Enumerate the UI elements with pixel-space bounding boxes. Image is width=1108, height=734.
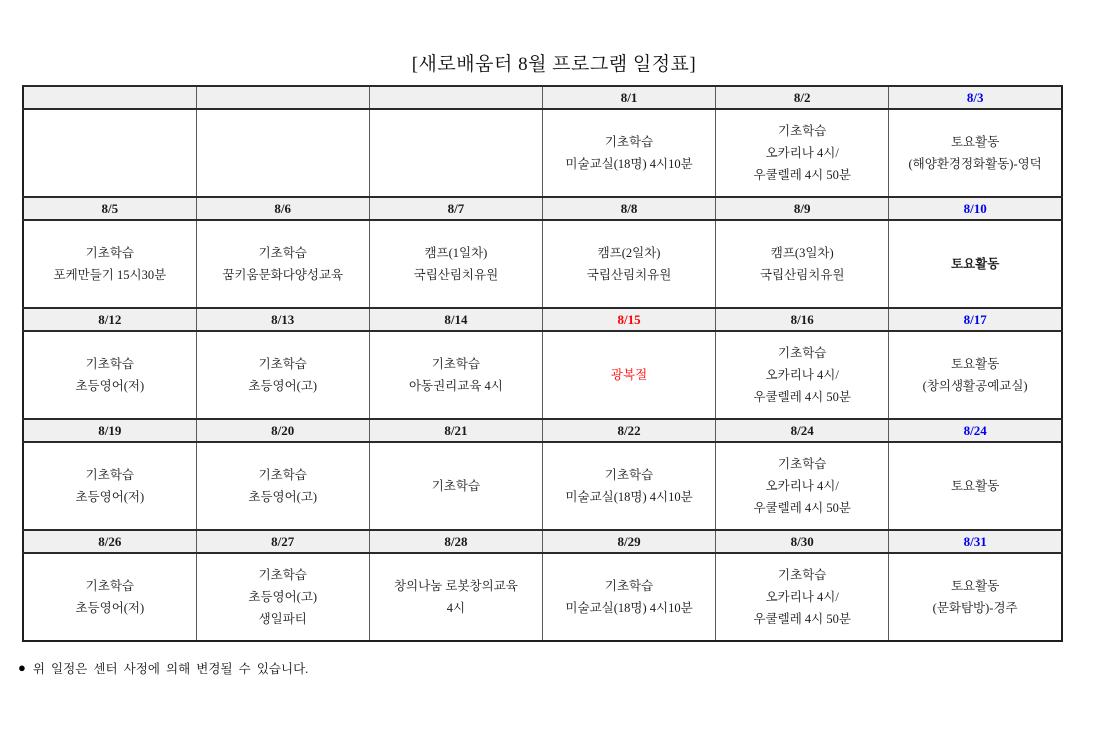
schedule-cell — [369, 442, 542, 530]
date-cell-saturday: 8/31 — [889, 530, 1062, 553]
schedule-line: 기초학습 — [258, 568, 307, 582]
schedule-line: 기초학습 — [604, 468, 654, 482]
schedule-line: 우쿨렐레 4시 50분 — [753, 168, 851, 182]
schedule-line: 미술교실(18명) 4시10분 — [565, 601, 693, 615]
bullet-icon: ● — [18, 660, 26, 675]
schedule-line: 캠프(3일차) — [770, 246, 834, 260]
schedule-cell — [716, 442, 889, 530]
date-cell: 8/1 — [542, 86, 715, 109]
schedule-line: 꿈키움문화다양성교육 — [222, 268, 344, 282]
date-cell: 8/16 — [716, 308, 889, 331]
date-cell: 8/26 — [23, 530, 196, 553]
schedule-cell — [196, 442, 369, 530]
schedule-cell — [196, 331, 369, 419]
footer-note-text: 위 일정은 센터 사정에 의해 변경될 수 있습니다. — [32, 662, 309, 676]
page-title: [새로배움터 8월 프로그램 일정표] — [411, 54, 697, 75]
schedule-line: 기초학습 — [778, 124, 827, 138]
schedule-line: 토요활동 — [950, 135, 1000, 149]
schedule-cell — [542, 109, 715, 197]
schedule-line: 기초학습 — [258, 357, 307, 371]
schedule-line: 초등영어(고) — [248, 490, 318, 504]
schedule-cell — [542, 442, 715, 530]
date-cell-saturday: 8/3 — [889, 86, 1062, 109]
date-cell: 8/6 — [196, 197, 369, 220]
date-cell: 8/29 — [542, 530, 715, 553]
schedule-cell — [542, 553, 715, 641]
schedule-line: 창의나눔 로봇창의교육 — [393, 579, 518, 593]
schedule-cell — [716, 331, 889, 419]
schedule-cell — [23, 553, 196, 641]
schedule-cell — [196, 220, 369, 308]
august-schedule-table — [22, 85, 1063, 642]
date-cell: 8/2 — [716, 86, 889, 109]
schedule-cell — [23, 220, 196, 308]
schedule-line: 광복절 — [610, 368, 648, 382]
date-cell-saturday: 8/24 — [889, 419, 1062, 442]
schedule-line: 초등영어(저) — [75, 601, 145, 615]
date-cell: 8/28 — [369, 530, 542, 553]
schedule-line: 우쿨렐레 4시 50분 — [753, 390, 851, 404]
schedule-line: 기초학습 — [85, 579, 134, 593]
schedule-cell — [542, 220, 715, 308]
schedule-line: 토요활동 — [950, 257, 1000, 271]
date-cell: 8/21 — [369, 419, 542, 442]
date-row — [23, 419, 1062, 442]
date-cell — [196, 86, 369, 109]
schedule-line: 미술교실(18명) 4시10분 — [565, 157, 693, 171]
date-cell: 8/14 — [369, 308, 542, 331]
date-row — [23, 530, 1062, 553]
schedule-cell — [889, 442, 1062, 530]
schedule-line: 기초학습 — [778, 346, 827, 360]
date-row — [23, 86, 1062, 109]
schedule-cell — [196, 553, 369, 641]
schedule-cell — [23, 442, 196, 530]
schedule-line: 우쿨렐레 4시 50분 — [753, 612, 851, 626]
date-row — [23, 197, 1062, 220]
schedule-line: 기초학습 — [85, 468, 134, 482]
schedule-line: 기초학습 — [258, 246, 307, 260]
schedule-line: 우쿨렐레 4시 50분 — [753, 501, 851, 515]
schedule-line: 토요활동 — [950, 579, 1000, 593]
schedule-line: 국립산림치유원 — [413, 268, 499, 282]
schedule-line: 국립산림치유원 — [586, 268, 672, 282]
schedule-line: 아동권리교육 4시 — [408, 379, 503, 393]
schedule-row — [23, 442, 1062, 530]
schedule-line: 초등영어(저) — [75, 490, 145, 504]
schedule-cell — [716, 220, 889, 308]
date-cell: 8/27 — [196, 530, 369, 553]
schedule-line: 기초학습 — [431, 479, 481, 493]
schedule-line: 초등영어(고) — [248, 590, 318, 604]
schedule-line: 포케만들기 15시30분 — [53, 268, 167, 282]
schedule-cell — [369, 331, 542, 419]
schedule-cell — [716, 109, 889, 197]
schedule-cell — [369, 109, 542, 197]
date-cell: 8/13 — [196, 308, 369, 331]
schedule-line: 오카리나 4시/ — [765, 368, 839, 382]
schedule-row — [23, 109, 1062, 197]
schedule-line: 기초학습 — [431, 357, 481, 371]
schedule-line: 초등영어(고) — [248, 379, 318, 393]
schedule-line: 오카리나 4시/ — [765, 146, 839, 160]
schedule-line: (문화탐방)-경주 — [932, 601, 1018, 615]
schedule-line: 캠프(2일차) — [597, 246, 661, 260]
schedule-cell — [23, 331, 196, 419]
schedule-line: 기초학습 — [85, 357, 134, 371]
schedule-row — [23, 220, 1062, 308]
date-cell: 8/22 — [542, 419, 715, 442]
schedule-line: 4시 — [446, 601, 466, 615]
schedule-line: 미술교실(18명) 4시10분 — [565, 490, 693, 504]
schedule-line: (해양환경정화활동)-영덕 — [908, 157, 1042, 171]
schedule-cell — [889, 109, 1062, 197]
schedule-cell — [889, 220, 1062, 308]
schedule-cell — [196, 109, 369, 197]
date-cell: 8/19 — [23, 419, 196, 442]
date-cell: 8/7 — [369, 197, 542, 220]
date-cell — [369, 86, 542, 109]
schedule-line: 캠프(1일차) — [424, 246, 488, 260]
footer-note — [18, 659, 1108, 677]
date-cell: 8/24 — [716, 419, 889, 442]
schedule-line: (창의생활공예교실) — [922, 379, 1028, 393]
schedule-row — [23, 331, 1062, 419]
schedule-line: 기초학습 — [85, 246, 134, 260]
schedule-line: 토요활동 — [950, 479, 1000, 493]
schedule-line: 오카리나 4시/ — [765, 479, 839, 493]
schedule-line: 기초학습 — [778, 568, 827, 582]
schedule-cell — [889, 331, 1062, 419]
schedule-cell — [369, 553, 542, 641]
date-cell: 8/12 — [23, 308, 196, 331]
schedule-cell — [889, 553, 1062, 641]
date-cell — [23, 86, 196, 109]
schedule-line: 토요활동 — [950, 357, 1000, 371]
date-cell-saturday: 8/17 — [889, 308, 1062, 331]
schedule-line: 기초학습 — [604, 579, 654, 593]
date-row — [23, 308, 1062, 331]
date-cell: 8/30 — [716, 530, 889, 553]
schedule-line: 오카리나 4시/ — [765, 590, 839, 604]
schedule-cell — [369, 220, 542, 308]
date-cell-holiday: 8/15 — [542, 308, 715, 331]
schedule-line: 국립산림치유원 — [759, 268, 845, 282]
date-cell: 8/20 — [196, 419, 369, 442]
schedule-line: 생일파티 — [258, 612, 307, 626]
schedule-line: 기초학습 — [604, 135, 654, 149]
schedule-line: 기초학습 — [778, 457, 827, 471]
schedule-line: 기초학습 — [258, 468, 307, 482]
date-cell: 8/5 — [23, 197, 196, 220]
schedule-cell — [23, 109, 196, 197]
schedule-line: 초등영어(저) — [75, 379, 145, 393]
date-cell-saturday: 8/10 — [889, 197, 1062, 220]
date-cell: 8/9 — [716, 197, 889, 220]
schedule-cell — [716, 553, 889, 641]
date-cell: 8/8 — [542, 197, 715, 220]
schedule-row — [23, 553, 1062, 641]
schedule-cell-holiday — [542, 331, 715, 419]
